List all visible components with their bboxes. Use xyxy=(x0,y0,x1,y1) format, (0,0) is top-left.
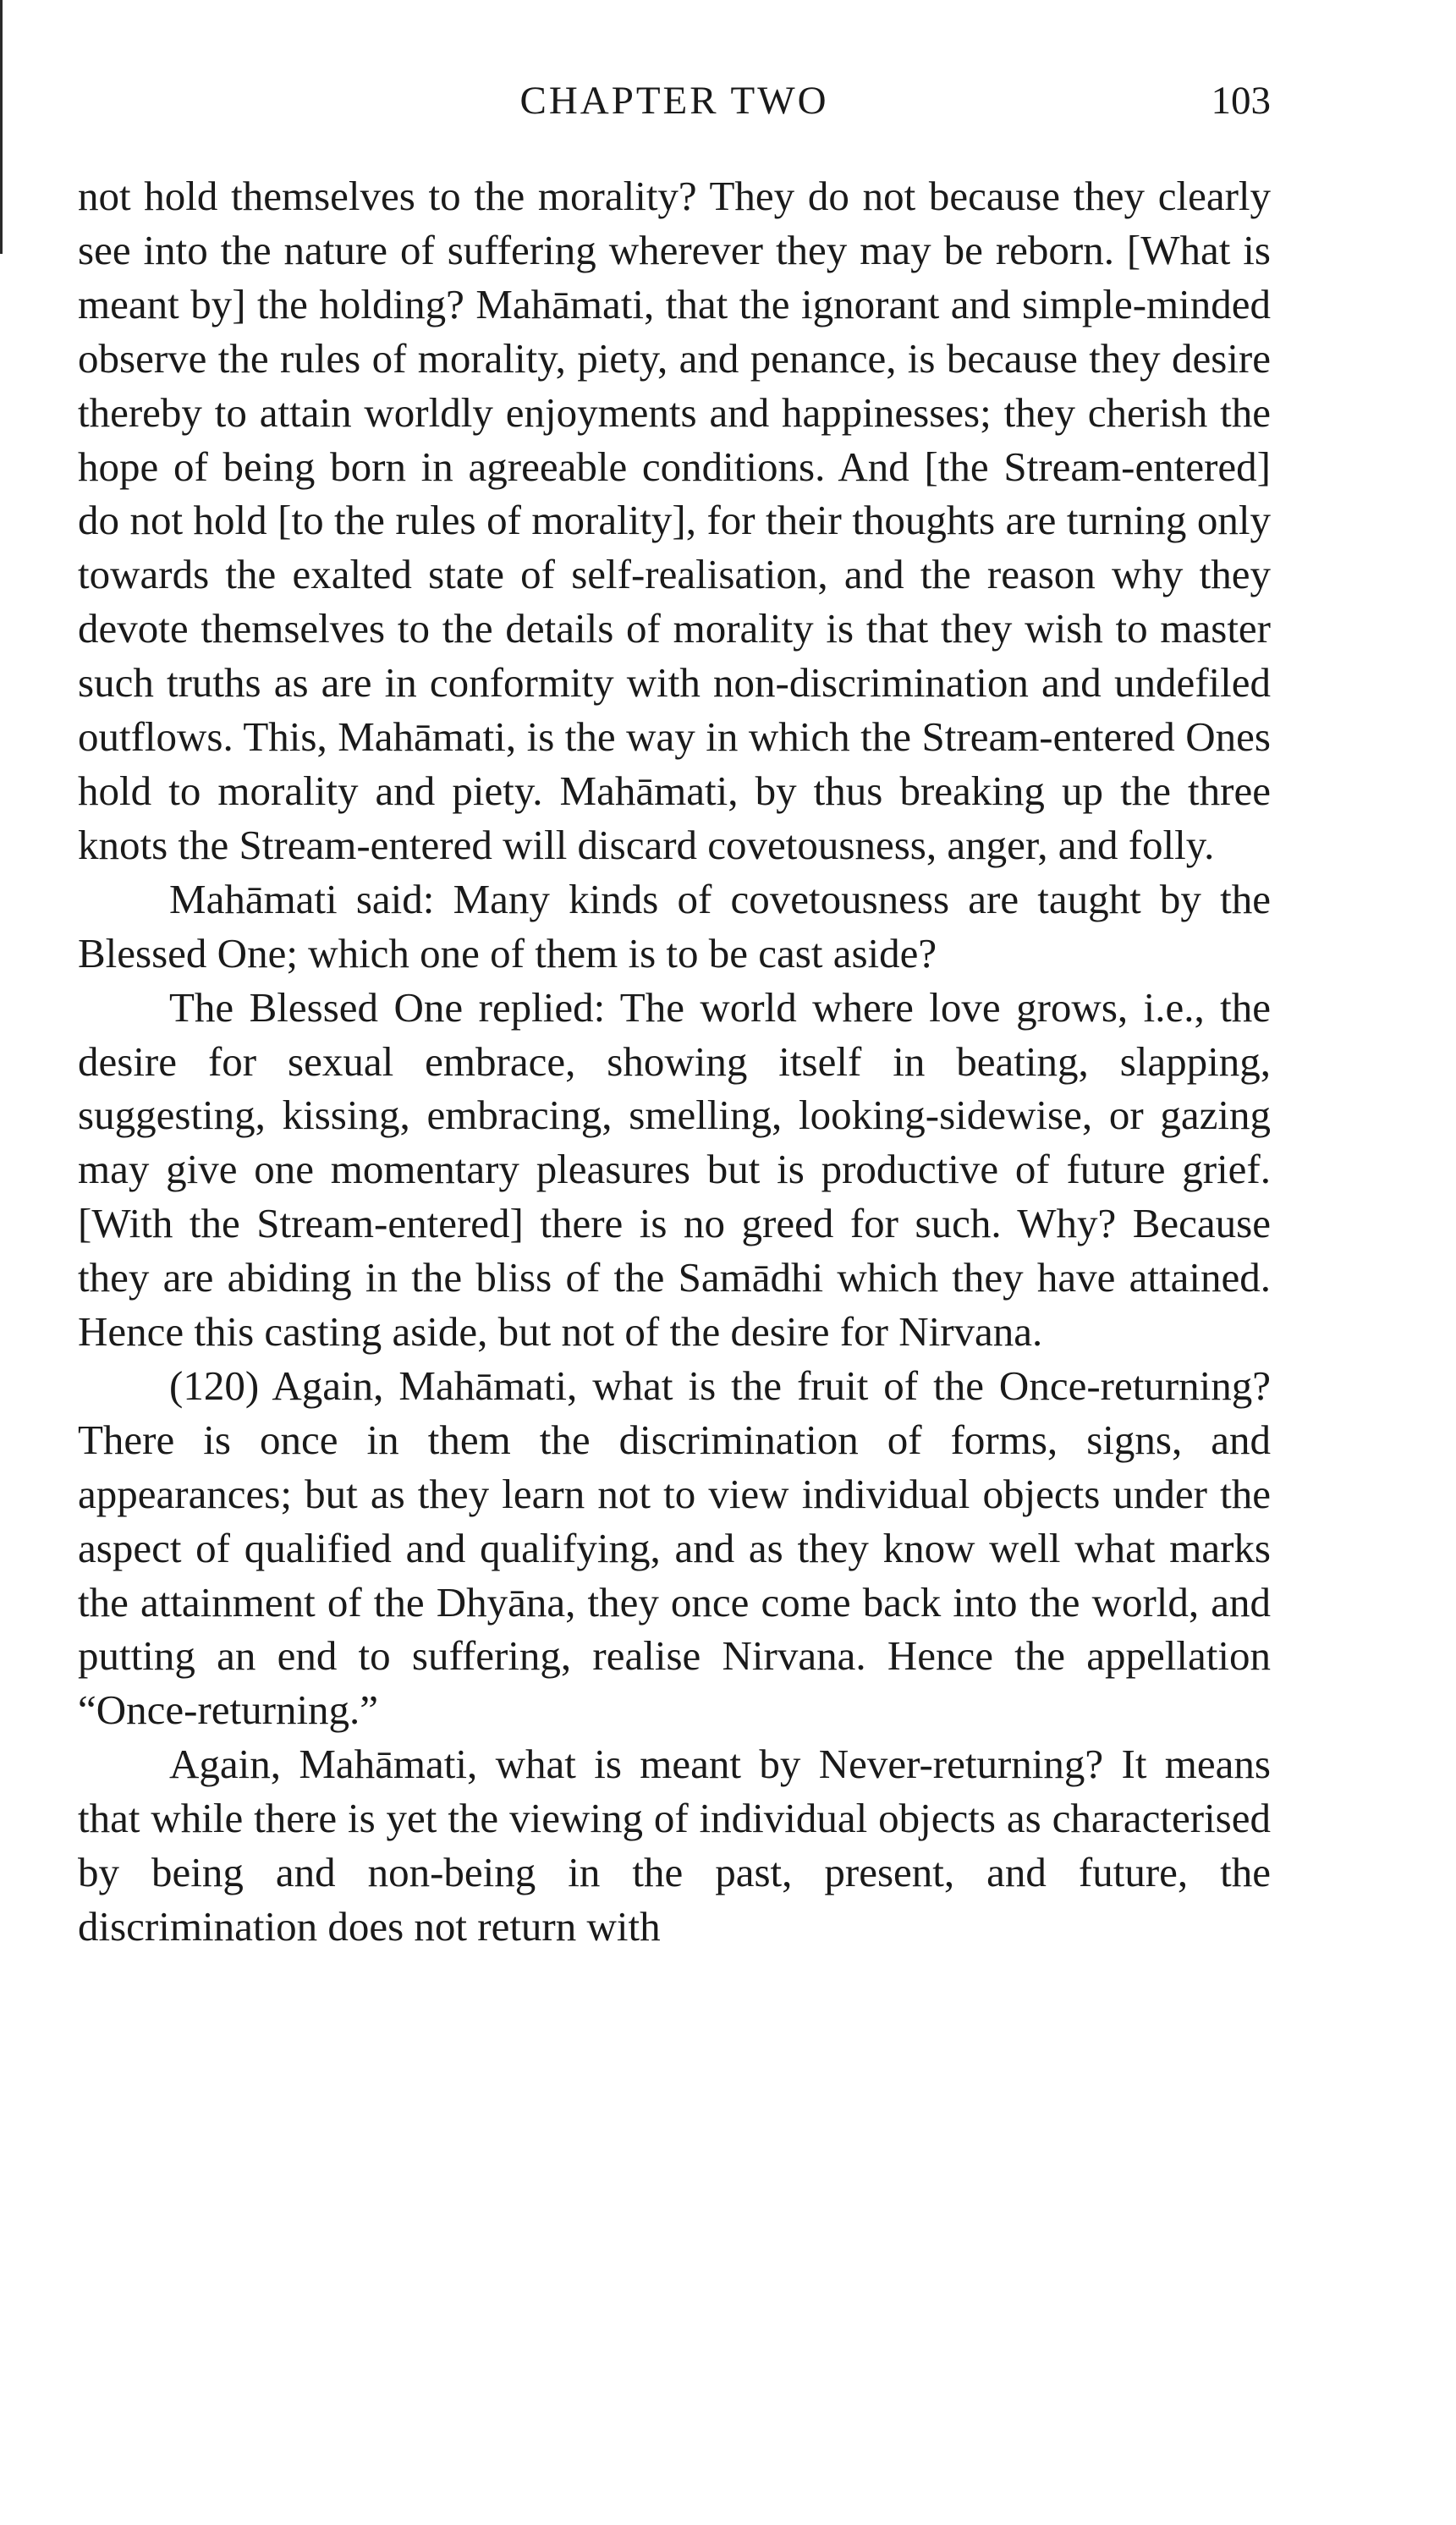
page-header xyxy=(78,74,1271,134)
paragraph-once-returning: (120) Again, Mahāmati, what is the fruit of the Once-returning? There is once in them the discrimination of forms, signs, and appearances; but as they learn not to view individual objects under the aspect of qualified and qualifying, and as they know well what marks the attainment of the Dhyāna, they once come back into the world, and putting an end to suffering, realise Nirvana. Hence the appellation “Once-returning.” xyxy=(78,1362,1271,1734)
page-number: 103 xyxy=(1211,79,1271,123)
paragraph-blessed-one-reply: The Blessed One replied: The world where love grows, i.e., the desire for sexual embrace, showing itself in beating, slapping, suggesting, kissing, embracing, smelling, looking-sidewise, or gazing may give one momentary pleasures but is productive of future grief. [With the Stream-entered] there is no greed for such. Why? Because they are abiding in the bliss of the Samādhi which they have attained. Hence this casting aside, but not of the desire for Nirvana. xyxy=(78,983,1271,1356)
body-text xyxy=(78,169,1271,1954)
chapter-title: CHAPTER TWO xyxy=(519,79,829,123)
paragraph-mahamati-question: Mahāmati said: Many kinds of covetousness are taught by the Blessed One; which one of them is to be cast aside? xyxy=(78,875,1271,976)
paragraph-never-returning: Again, Mahāmati, what is meant by Never-returning? It means that while there is yet the viewing of individual objects as characterised by being and non-being in the past, present, and future, the discrimination does not return with xyxy=(78,1741,1271,1950)
paragraph-continuation: not hold themselves to the morality? They do not because they clearly see into the nature of suffering wherever they may be reborn. [What is meant by] the holding? Mahāmati, that the ignorant and simple-minded observe the rules of morality, piety, and penance, is because they desire thereby to attain worldly enjoyments and happinesses; they cherish the hope of being born in agreeable conditions. And [the Stream-entered] do not hold [to the rules of morality], for their thoughts are turning only towards the exalted state of self-realisation, and the reason why they devote themselves to the details of morality is that they wish to master such truths as are in conformity with non-discrimination and undefiled outflows. This, Mahāmati, is the way in which the Stream-entered Ones hold to morality and piety. Mahāmati, by thus breaking up the three knots the Stream-entered will discard covetousness, anger, and folly. xyxy=(78,173,1271,868)
scan-edge xyxy=(0,0,3,254)
